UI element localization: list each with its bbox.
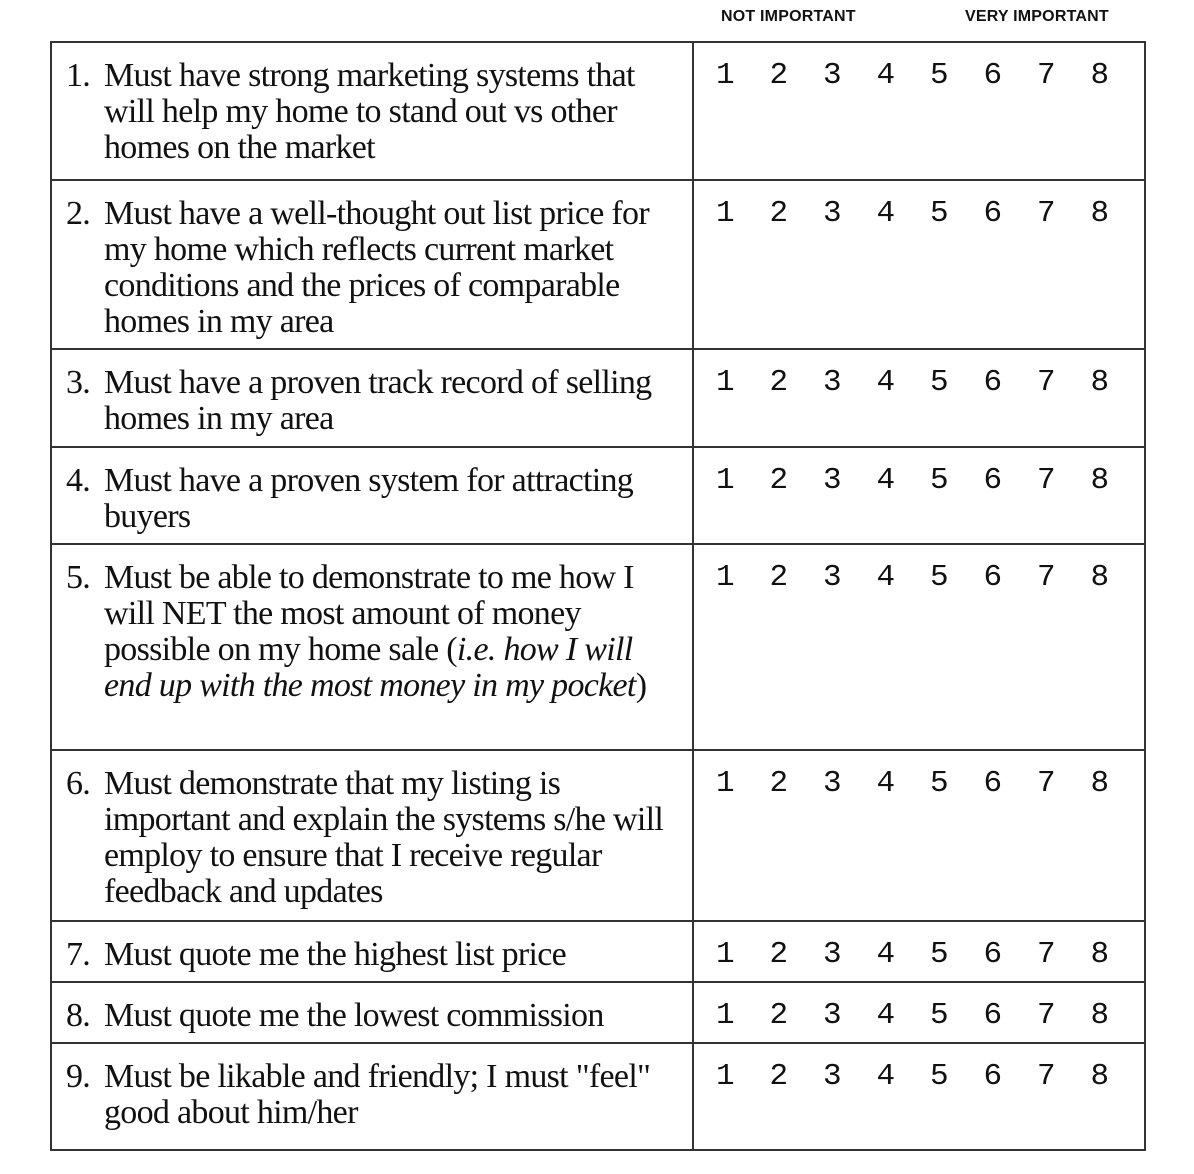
rating-option[interactable]: 5 [930, 463, 949, 498]
question-number: 9. [66, 1058, 91, 1095]
question-text [104, 560, 684, 704]
rating-option[interactable]: 7 [1037, 58, 1056, 93]
question-row [51, 1043, 1145, 1150]
rating-option[interactable]: 8 [1090, 998, 1110, 1033]
question-number: 2. [66, 195, 91, 232]
rating-option[interactable]: 1 [716, 998, 735, 1033]
question-text-part: ) [635, 667, 647, 704]
rating-option[interactable]: 6 [983, 937, 1003, 972]
rating-option[interactable]: 2 [769, 560, 789, 595]
rating-option[interactable]: 4 [876, 937, 896, 972]
question-number: 6. [66, 765, 91, 802]
rating-option[interactable]: 5 [930, 998, 949, 1033]
rating-option[interactable]: 5 [930, 1059, 949, 1094]
rating-option[interactable]: 6 [983, 58, 1003, 93]
rating-option[interactable]: 6 [983, 463, 1003, 498]
rating-cell [693, 544, 1145, 750]
question-row [51, 42, 1145, 180]
rating-cell [693, 982, 1145, 1043]
rating-option[interactable]: 5 [930, 196, 949, 231]
rating-option[interactable]: 8 [1090, 766, 1110, 801]
rating-option[interactable]: 3 [823, 766, 842, 801]
question-cell [51, 447, 693, 544]
rating-option[interactable]: 3 [823, 463, 842, 498]
rating-option[interactable]: 3 [823, 937, 842, 972]
rating-option[interactable]: 2 [769, 365, 789, 400]
rating-option[interactable]: 1 [716, 1059, 735, 1094]
question-text: Must quote me the lowest commission [104, 997, 604, 1034]
scale-label-very-important: VERY IMPORTANT [965, 8, 1109, 25]
rating-option[interactable]: 3 [823, 365, 842, 400]
rating-option[interactable]: 1 [716, 560, 735, 595]
rating-option[interactable]: 2 [769, 196, 789, 231]
rating-option[interactable]: 4 [876, 998, 896, 1033]
rating-option[interactable]: 4 [876, 196, 896, 231]
rating-option[interactable]: 5 [930, 937, 949, 972]
rating-option[interactable]: 6 [983, 365, 1003, 400]
rating-option[interactable]: 6 [983, 196, 1003, 231]
rating-option[interactable]: 4 [876, 1059, 896, 1094]
question-number: 5. [66, 559, 91, 596]
rating-option[interactable]: 3 [823, 560, 842, 595]
question-number: 1. [66, 57, 91, 94]
rating-option[interactable]: 8 [1090, 196, 1110, 231]
question-text: Must have a well-thought out list price for my home which reflects current market conditions and the prices of comparable homes in my area [104, 195, 649, 340]
rating-cell [693, 447, 1145, 544]
rating-option[interactable]: 1 [716, 766, 735, 801]
question-number: 4. [66, 462, 91, 499]
rating-option[interactable]: 8 [1090, 365, 1110, 400]
rating-option[interactable]: 4 [876, 365, 896, 400]
rating-cell [693, 1043, 1145, 1150]
question-row [51, 982, 1145, 1043]
rating-option[interactable]: 8 [1090, 937, 1110, 972]
question-text: Must be likable and friendly; I must "feel" good about him/her [104, 1058, 651, 1131]
question-text: Must have a proven track record of selling homes in my area [104, 364, 652, 437]
rating-option[interactable]: 6 [983, 998, 1003, 1033]
rating-option[interactable]: 3 [823, 998, 842, 1033]
scale-label-not-important: NOT IMPORTANT [721, 8, 856, 25]
question-row [51, 544, 1145, 750]
rating-option[interactable]: 7 [1037, 998, 1056, 1033]
question-row [51, 447, 1145, 544]
question-cell [51, 921, 693, 982]
rating-option[interactable]: 8 [1090, 560, 1110, 595]
rating-option[interactable]: 3 [823, 196, 842, 231]
question-text: Must have strong marketing systems that will help my home to stand out vs other homes on the market [104, 57, 635, 166]
rating-option[interactable]: 7 [1037, 937, 1056, 972]
rating-option[interactable]: 4 [876, 58, 896, 93]
rating-cell [693, 180, 1145, 349]
rating-option[interactable]: 1 [716, 58, 735, 93]
question-text: Must demonstrate that my listing is important and explain the systems s/he will employ to ensure that I receive regular feedback and updates [104, 765, 664, 910]
question-cell [51, 750, 693, 921]
question-row [51, 349, 1145, 447]
question-cell [51, 180, 693, 349]
question-number: 8. [66, 997, 91, 1034]
rating-option[interactable]: 3 [823, 1059, 842, 1094]
rating-option[interactable]: 7 [1037, 766, 1056, 801]
rating-option[interactable]: 2 [769, 58, 789, 93]
question-cell [51, 982, 693, 1043]
rating-option[interactable]: 1 [716, 196, 735, 231]
rating-cell [693, 349, 1145, 447]
question-text-part: Must be able to demonstrate to me how I will NET the most amount of money possible on my home sale ( [104, 559, 634, 668]
rating-option[interactable]: 5 [930, 766, 949, 801]
rating-option[interactable]: 6 [983, 560, 1003, 595]
rating-option[interactable]: 4 [876, 766, 896, 801]
rating-option[interactable]: 2 [769, 998, 789, 1033]
question-row [51, 921, 1145, 982]
question-text: Must quote me the highest list price [104, 936, 567, 973]
question-number: 7. [66, 936, 91, 973]
rating-option[interactable]: 3 [823, 58, 842, 93]
rating-option[interactable]: 7 [1037, 365, 1056, 400]
rating-cell [693, 750, 1145, 921]
rating-option[interactable]: 4 [876, 463, 896, 498]
rating-option[interactable]: 2 [769, 1059, 789, 1094]
rating-option[interactable]: 7 [1037, 196, 1056, 231]
rating-option[interactable]: 7 [1037, 560, 1056, 595]
rating-option[interactable]: 4 [876, 560, 896, 595]
rating-cell [693, 921, 1145, 982]
rating-option[interactable]: 1 [716, 463, 735, 498]
rating-option[interactable]: 5 [930, 58, 949, 93]
question-row [51, 750, 1145, 921]
rating-option[interactable]: 8 [1090, 463, 1110, 498]
rating-option[interactable]: 5 [930, 365, 949, 400]
question-cell [51, 544, 693, 750]
rating-option[interactable]: 7 [1037, 1059, 1056, 1094]
survey-table [50, 41, 1146, 1151]
rating-option[interactable]: 2 [769, 463, 789, 498]
question-text: Must have a proven system for attracting buyers [104, 462, 634, 535]
rating-option[interactable]: 2 [769, 766, 789, 801]
question-number: 3. [66, 364, 91, 401]
rating-cell [693, 42, 1145, 180]
question-cell [51, 1043, 693, 1150]
rating-option[interactable]: 7 [1037, 463, 1056, 498]
rating-option[interactable]: 2 [769, 937, 789, 972]
question-cell [51, 42, 693, 180]
rating-option[interactable]: 8 [1090, 1059, 1110, 1094]
question-row [51, 180, 1145, 349]
rating-option[interactable]: 5 [930, 560, 949, 595]
question-cell [51, 349, 693, 447]
rating-option[interactable]: 1 [716, 937, 735, 972]
question-text-italic: i.e. how I will end up with the most money in my pocket [104, 631, 636, 704]
rating-option[interactable]: 8 [1090, 58, 1110, 93]
rating-option[interactable]: 1 [716, 365, 735, 400]
rating-option[interactable]: 6 [983, 1059, 1003, 1094]
rating-option[interactable]: 6 [983, 766, 1003, 801]
